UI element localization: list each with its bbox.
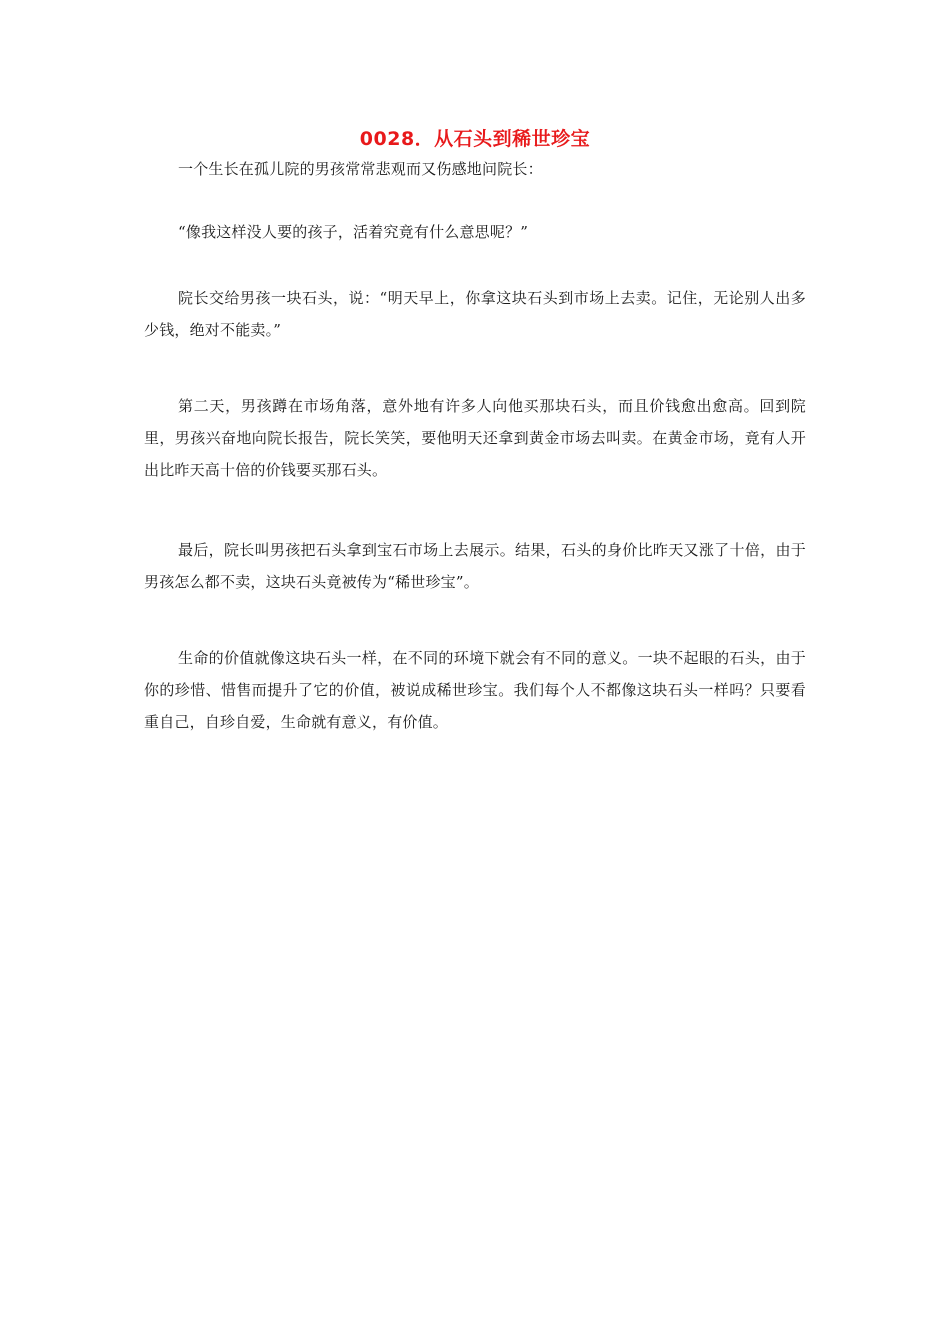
paragraph-2: “像我这样没人要的孩子，活着究竟有什么意思呢？”	[178, 223, 529, 241]
document-title: 0028．从石头到稀世珍宝	[359, 128, 591, 150]
paragraph-6: 生命的价值就像这块石头一样，在不同的环境下就会有不同的意义。一块不起眼的石头，由于你的珍惜、惜售而提升了它的价值，被说成稀世珍宝。我们每个人不都像这块石头一样吗？只要看重自己，自珍自爱，生命就有意义，有价值。	[144, 649, 806, 731]
paragraph-1: 一个生长在孤儿院的男孩常常悲观而又伤感地问院长：	[178, 160, 543, 178]
paragraph-4: 第二天，男孩蹲在市场角落，意外地有许多人向他买那块石头，而且价钱愈出愈高。回到院里，男孩兴奋地向院长报告，院长笑笑，要他明天还拿到黄金市场去叫卖。在黄金市场，竟有人开出比昨天高十倍的价钱要买那石头。	[144, 397, 806, 479]
paragraph-5: 最后，院长叫男孩把石头拿到宝石市场上去展示。结果，石头的身价比昨天又涨了十倍，由于男孩怎么都不卖，这块石头竟被传为“稀世珍宝”。	[144, 541, 806, 591]
paragraph-3: 院长交给男孩一块石头，说：“明天早上，你拿这块石头到市场上去卖。记住，无论别人出多少钱，绝对不能卖。”	[144, 289, 806, 339]
